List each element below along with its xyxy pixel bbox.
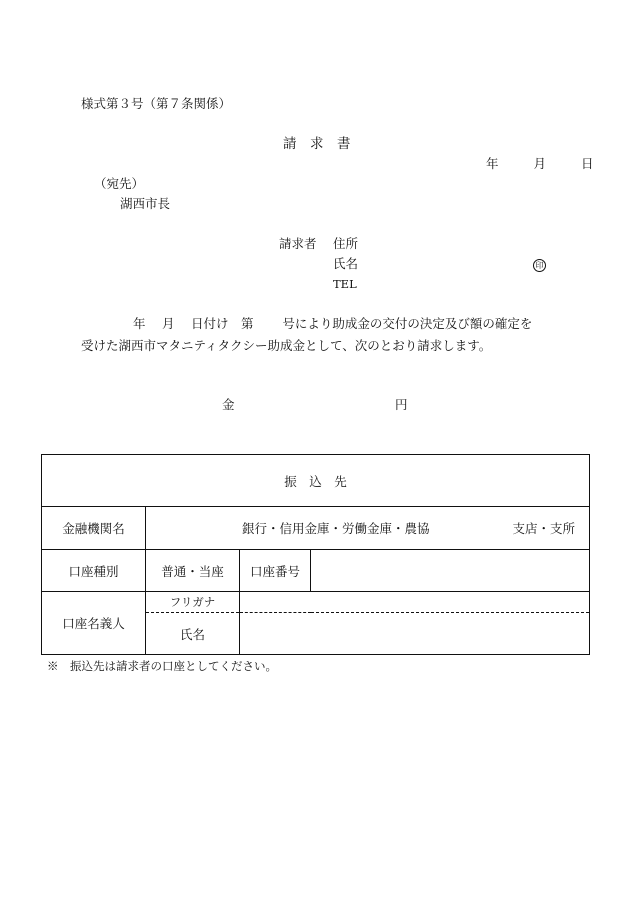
account-number-field[interactable]	[311, 550, 590, 592]
institution-label: 金融機関名	[42, 507, 146, 550]
holder-label: 口座名義人	[42, 592, 146, 655]
bank-transfer-table	[41, 454, 590, 655]
seal-icon: 印	[533, 259, 546, 272]
transfer-note: ※ 振込先は請求者の口座としてください。	[47, 659, 277, 673]
amount-suffix: 円	[395, 397, 408, 412]
holder-name-label: 氏名	[146, 613, 240, 655]
date-line: 年 月 日	[486, 156, 605, 171]
table-header: 振 込 先	[42, 455, 590, 507]
amount-prefix: 金	[222, 397, 235, 412]
furigana-row	[42, 592, 590, 613]
tel-label: TEL	[333, 277, 357, 291]
institution-cell[interactable]	[146, 507, 590, 550]
branch-types: 支店・支所	[512, 521, 576, 536]
body-line-2: 受けた湖西市マタニティタクシー助成金として、次のとおり請求します。	[81, 338, 492, 353]
institution-types: 銀行・信用金庫・労働金庫・農協	[242, 521, 430, 536]
form-number: 様式第３号（第７条関係）	[81, 96, 232, 111]
requester-label: 請求者	[279, 236, 317, 251]
account-number-label: 口座番号	[240, 550, 311, 592]
address-label: 住所	[333, 236, 359, 251]
table-header-row	[42, 455, 590, 507]
account-row	[42, 550, 590, 592]
furigana-label: フリガナ	[146, 592, 240, 613]
body-line-1: 年 月 日付け 第 号により助成金の交付の決定及び額の確定を	[133, 316, 533, 331]
document-title: 請 求 書	[283, 136, 351, 152]
addressee-label: （宛先）	[94, 176, 145, 191]
institution-row	[42, 507, 590, 550]
furigana-field[interactable]	[240, 592, 590, 613]
addressee: 湖西市長	[120, 196, 171, 211]
account-type-label: 口座種別	[42, 550, 146, 592]
name-label: 氏名	[333, 256, 359, 271]
holder-name-field[interactable]	[240, 613, 590, 655]
account-type-options[interactable]: 普通・当座	[146, 550, 240, 592]
